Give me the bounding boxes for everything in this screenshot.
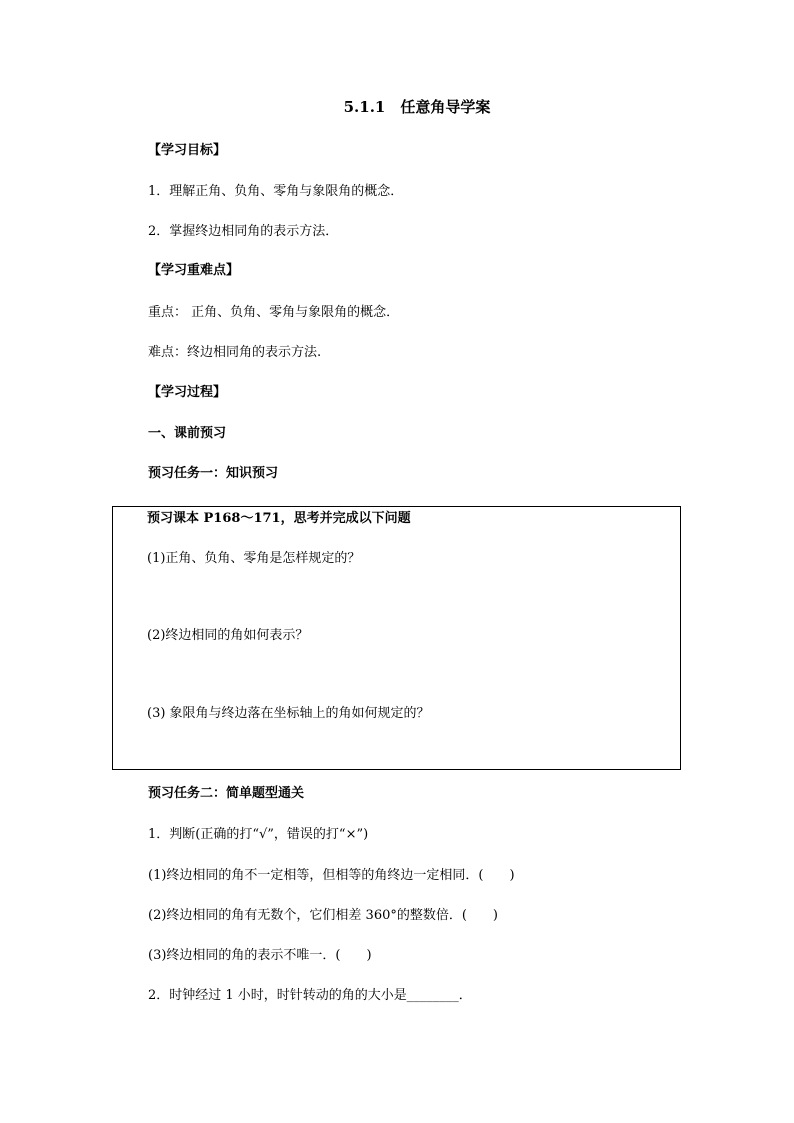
objective-2: 2．掌握终边相同角的表示方法．	[148, 224, 339, 239]
keypoints-heading: 【学习重难点】	[148, 263, 240, 278]
page-title: 5.1.1 任意角导学案	[343, 98, 491, 116]
preview-task-box	[112, 506, 681, 770]
preview-heading: 一、课前预习	[148, 426, 227, 441]
key-point: 重点： 正角、负角、零角与象限角的概念．	[148, 305, 400, 320]
task2-heading: 预习任务二：简单题型通关	[148, 786, 305, 801]
judge-heading: 1．判断(正确的打“√”，错误的打“×”)	[148, 827, 369, 842]
task-box-instruction: 预习课本 P168～171，思考并完成以下问题	[147, 511, 411, 526]
fill-item-1: 2．时钟经过 1 小时，时针转动的角的大小是________．	[148, 988, 472, 1003]
task-box-question-3: (3) 象限角与终边落在坐标轴上的角如何规定的？	[147, 706, 430, 721]
task-box-question-2: (2)终边相同的角如何表示？	[147, 628, 309, 643]
process-heading: 【学习过程】	[148, 385, 227, 400]
objectives-heading: 【学习目标】	[148, 143, 227, 158]
objective-1: 1．理解正角、负角、零角与象限角的概念．	[148, 184, 404, 199]
judge-item-1: (1)终边相同的角不一定相等，但相等的角终边一定相同．( )	[148, 868, 515, 883]
task-box-question-1: (1)正角、负角、零角是怎样规定的？	[147, 551, 361, 566]
judge-item-2: (2)终边相同的角有无数个，它们相差 360°的整数倍．( )	[148, 908, 499, 923]
difficult-point: 难点：终边相同角的表示方法.	[148, 345, 322, 360]
judge-item-3: (3)终边相同的角的表示不唯一．( )	[148, 948, 372, 963]
task1-heading: 预习任务一：知识预习	[148, 466, 279, 481]
